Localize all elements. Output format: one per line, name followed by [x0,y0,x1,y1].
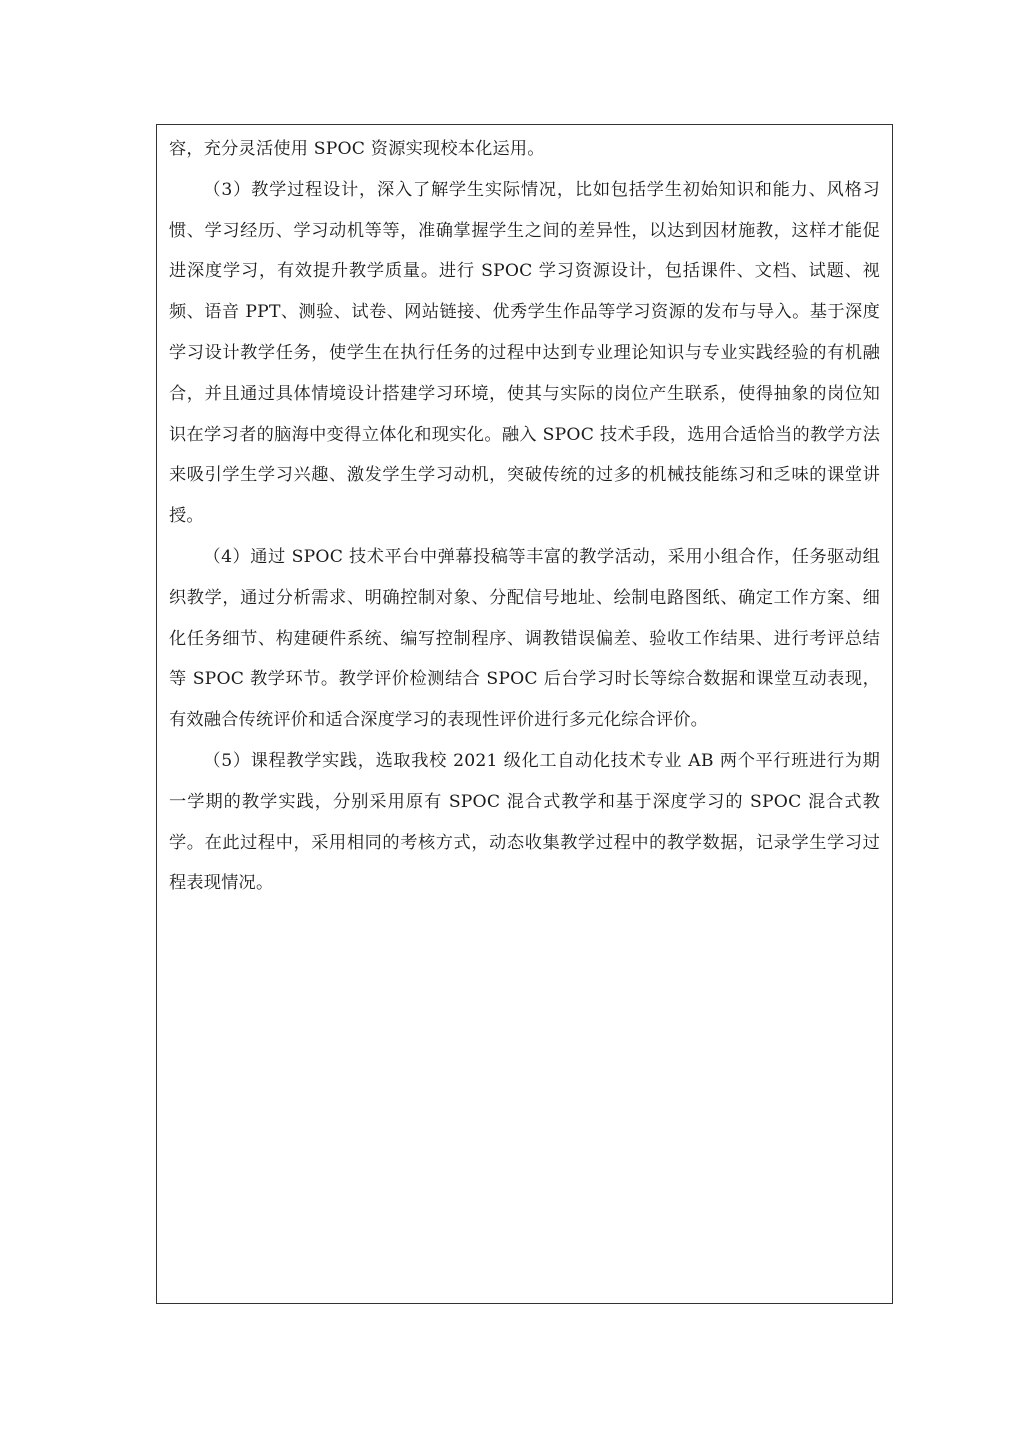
paragraph-continuation: 容，充分灵活使用 SPOC 资源实现校本化运用。 [169,139,545,159]
table-cell-frame [156,124,893,1304]
paragraph-5-teaching-practice: （5）课程教学实践，选取我校 2021 级化工自动化技术专业 AB 两个平行班进行为期一学期的教学实践，分别采用原有 SPOC 混合式教学和基于深度学习的 SPOC 混合式教学。在此过程中，采用相同的考核方式，动态收集教学过程中的教学数据，记录学生学习过程表现情况。 [169,750,880,894]
paragraph-4-teaching-activities: （4）通过 SPOC 技术平台中弹幕投稿等丰富的教学活动，采用小组合作，任务驱动组织教学，通过分析需求、明确控制对象、分配信号地址、绘制电路图纸、确定工作方案、细化任务细节、构建硬件系统、编写控制程序、调教错误偏差、验收工作结果、进行考评总结等 SPOC 教学环节。教学评价检测结合 SPOC 后台学习时长等综合数据和课堂互动表现，有效融合传统评价和适合深度学习的表现性评价进行多元化综合评价。 [169,546,880,731]
body-text [169,129,880,904]
paragraph-3-process-design: （3）教学过程设计，深入了解学生实际情况，比如包括学生初始知识和能力、风格习惯、学习经历、学习动机等等，准确掌握学生之间的差异性，以达到因材施教，这样才能促进深度学习，有效提升教学质量。进行 SPOC 学习资源设计，包括课件、文档、试题、视频、语音 PPT、测验、试卷、网站链接、优秀学生作品等学习资源的发布与导入。基于深度学习设计教学任务，使学生在执行任务的过程中达到专业理论知识与专业实践经验的有机融合，并且通过具体情境设计搭建学习环境，使其与实际的岗位产生联系，使得抽象的岗位知识在学习者的脑海中变得立体化和现实化。融入 SPOC 技术手段，选用合适恰当的教学方法来吸引学生学习兴趣、激发学生学习动机，突破传统的过多的机械技能练习和乏味的课堂讲授。 [169,179,880,527]
